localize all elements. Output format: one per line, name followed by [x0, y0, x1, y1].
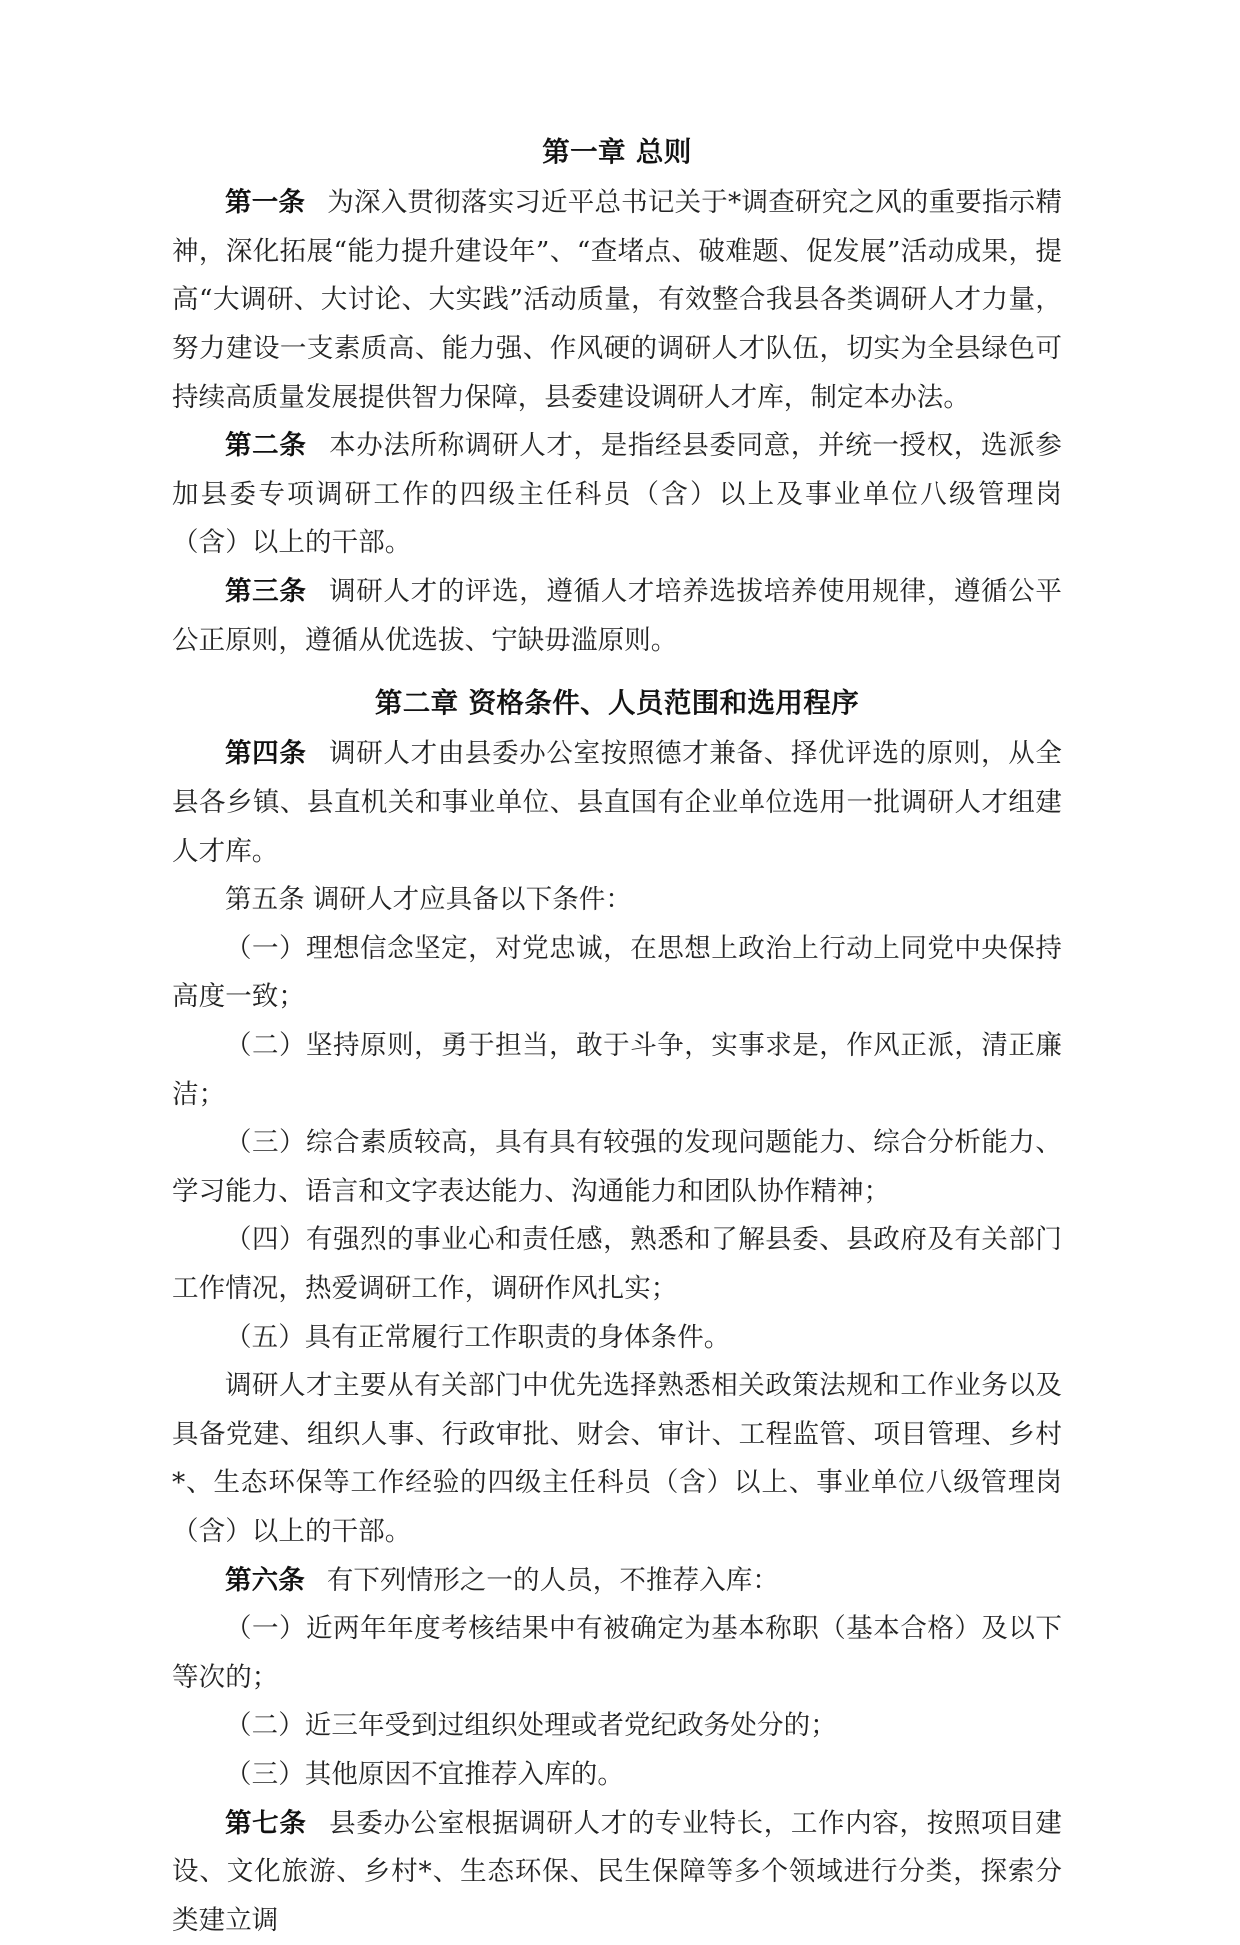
chapter-2-heading: 第二章 资格条件、人员范围和选用程序 [172, 683, 1062, 724]
article-5-item-1: （一）理想信念坚定，对党忠诚，在思想上政治上行动上同党中央保持高度一致； [172, 925, 1062, 1022]
article-5-closing-paragraph: 调研人才主要从有关部门中优先选择熟悉相关政策法规和工作业务以及具备党建、组织人事、行政审批、财会、审计、工程监管、项目管理、乡村*、生态环保等工作经验的四级主任科员（含）以上、事业单位八级管理岗（含）以上的干部。 [172, 1362, 1062, 1556]
article-3-paragraph [172, 568, 1062, 665]
article-4-paragraph [172, 730, 1062, 876]
article-1-marker: 第一条 [225, 187, 305, 218]
article-5-paragraph [172, 876, 1062, 925]
article-5-item-5: （五）具有正常履行工作职责的身体条件。 [172, 1314, 1062, 1363]
article-7-text: 县委办公室根据调研人才的专业特长，工作内容，按照项目建设、文化旅游、乡村*、生态环保、民生保障等多个领域进行分类，探索分类建立调 [172, 1808, 1062, 1936]
article-4-text: 调研人才由县委办公室按照德才兼备、择优评选的原则，从全县各乡镇、县直机关和事业单位、县直国有企业单位选用一批调研人才组建人才库。 [172, 738, 1062, 866]
article-6-marker: 第六条 [225, 1565, 305, 1596]
article-6-text: 有下列情形之一的人员，不推荐入库： [327, 1565, 779, 1596]
article-2-paragraph [172, 422, 1062, 568]
chapter-1-heading: 第一章 总则 [172, 132, 1062, 173]
article-3-text: 调研人才的评选，遵循人才培养选拔培养使用规律，遵循公平公正原则，遵循从优选拔、宁缺毋滥原则。 [172, 576, 1062, 656]
article-5-item-2: （二）坚持原则，勇于担当，敢于斗争，实事求是，作风正派，清正廉洁； [172, 1022, 1062, 1119]
document-body [172, 132, 1062, 1945]
article-1-text: 为深入贯彻落实习近平总书记关于*调查研究之风的重要指示精神，深化拓展“能力提升建设年”、“查堵点、破难题、促发展”活动成果，提高“大调研、大讨论、大实践”活动质量，有效整合我县各类调研人才力量，努力建设一支素质高、能力强、作风硬的调研人才队伍，切实为全县绿色可持续高质量发展提供智力保障，县委建设调研人才库，制定本办法。 [172, 187, 1062, 412]
article-3-marker: 第三条 [225, 576, 307, 607]
article-6-item-1: （一）近两年年度考核结果中有被确定为基本称职（基本合格）及以下等次的； [172, 1605, 1062, 1702]
article-2-marker: 第二条 [225, 430, 307, 461]
article-5-marker: 第五条 [225, 884, 305, 915]
article-2-text: 本办法所称调研人才，是指经县委同意，并统一授权，选派参加县委专项调研工作的四级主任科员（含）以上及事业单位八级管理岗（含）以上的干部。 [172, 430, 1062, 558]
article-6-item-2: （二）近三年受到过组织处理或者党纪政务处分的； [172, 1702, 1062, 1751]
article-4-marker: 第四条 [225, 738, 307, 769]
article-5-item-3: （三）综合素质较高，具有具有较强的发现问题能力、综合分析能力、学习能力、语言和文字表达能力、沟通能力和团队协作精神； [172, 1119, 1062, 1216]
article-7-marker: 第七条 [225, 1808, 307, 1839]
article-1-paragraph [172, 179, 1062, 422]
article-7-paragraph [172, 1800, 1062, 1945]
article-6-item-3: （三）其他原因不宜推荐入库的。 [172, 1751, 1062, 1800]
article-5-text: 调研人才应具备以下条件： [313, 884, 632, 915]
article-6-paragraph [172, 1557, 1062, 1606]
article-5-item-4: （四）有强烈的事业心和责任感，熟悉和了解县委、县政府及有关部门工作情况，热爱调研工作，调研作风扎实； [172, 1216, 1062, 1313]
